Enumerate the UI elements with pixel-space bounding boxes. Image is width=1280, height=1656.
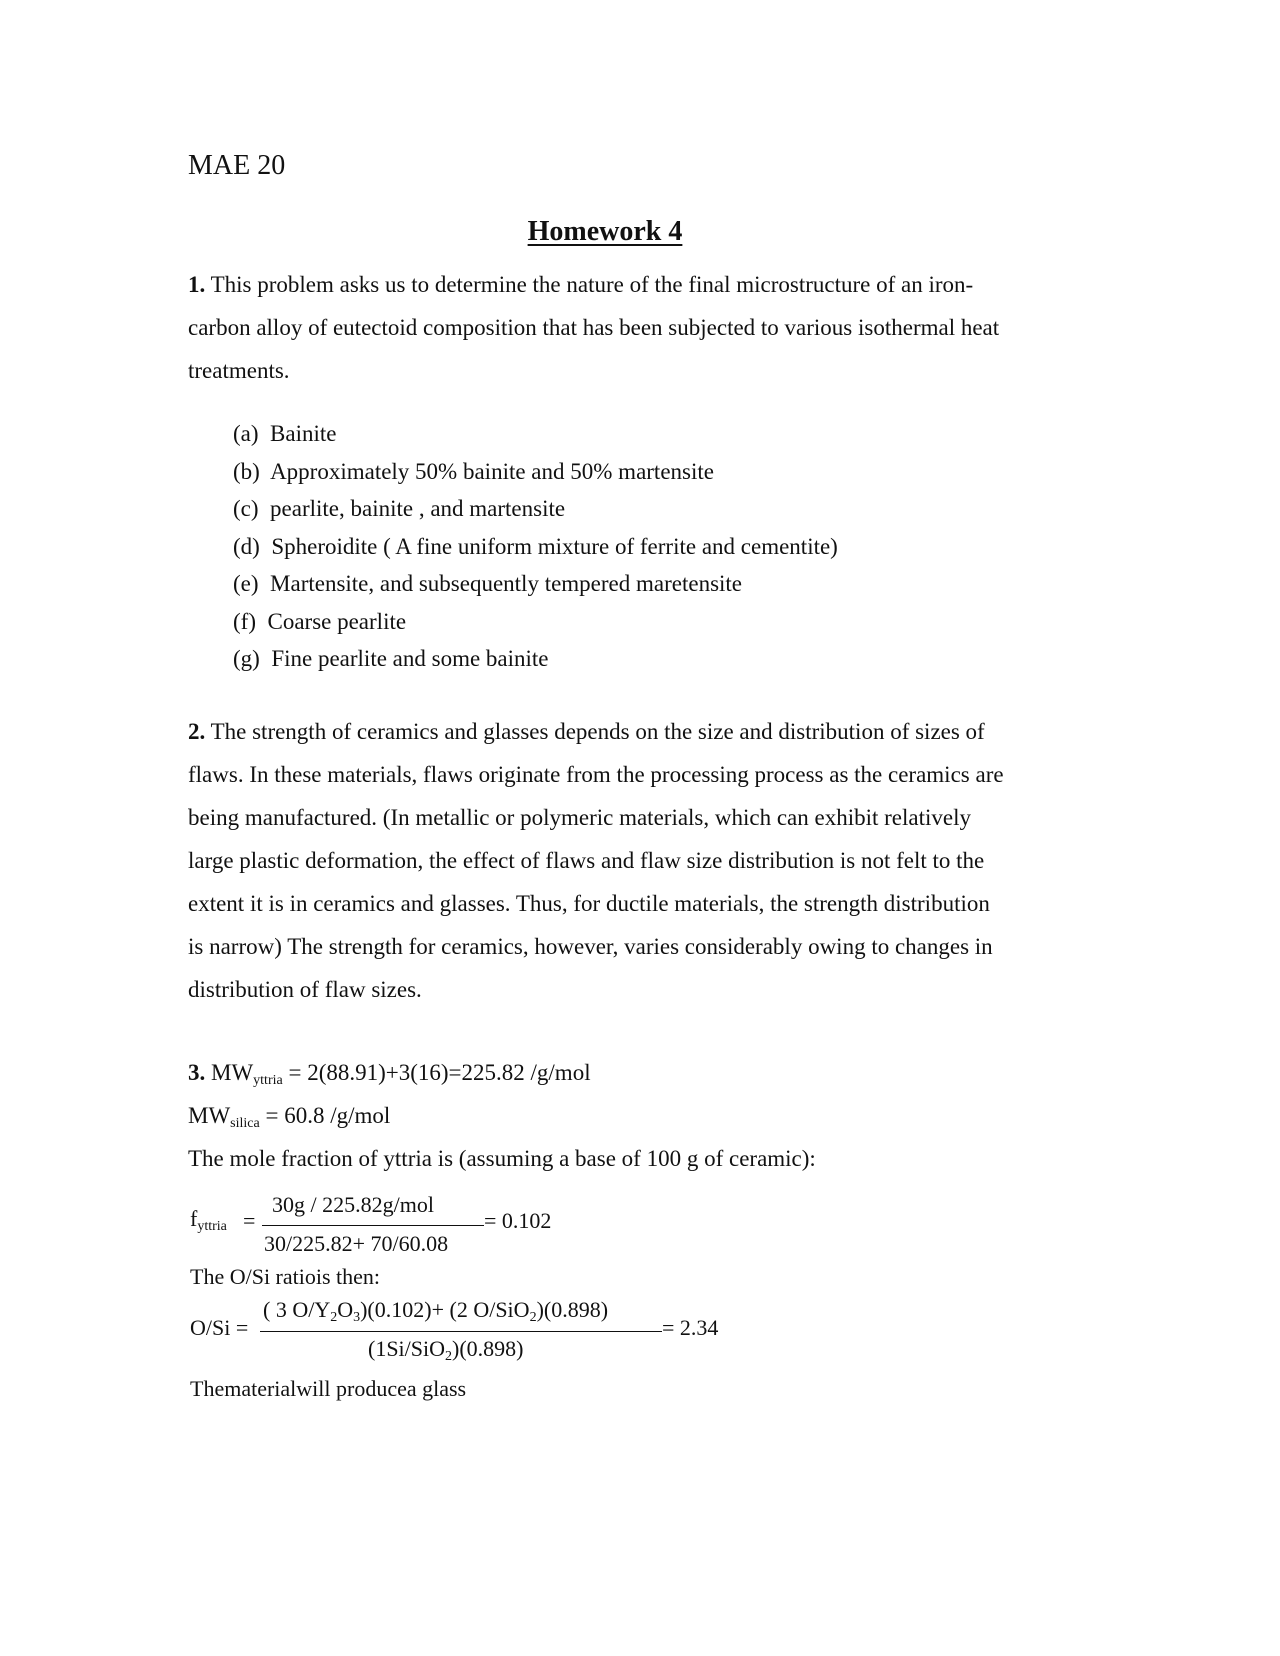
problem-1-answer-list: [233, 415, 838, 678]
list-item: [233, 603, 838, 641]
page-title: Homework 4: [527, 216, 683, 247]
mw-yttria-subscript: yttria: [253, 1073, 283, 1088]
list-item: [233, 640, 838, 678]
f-fraction-bar: [262, 1225, 484, 1226]
item-text: Bainite: [270, 421, 337, 446]
problem-2-text: [188, 710, 1088, 1011]
osi-fraction-bar: [260, 1331, 662, 1332]
problem-2-line-2: flaws. In these materials, flaws originate from the processing process as the ceramics are: [188, 762, 1004, 787]
osi-den-part-a: (1Si/SiO: [368, 1336, 446, 1361]
item-label: (e): [233, 571, 259, 596]
osi-num-part-c: )(0.102)+ (2 O/SiO: [360, 1297, 530, 1322]
osi-num-part-b: O: [337, 1297, 354, 1322]
mw-silica-subscript: silica: [230, 1116, 260, 1131]
f-numerator: 30g / 225.82g/mol: [272, 1192, 434, 1217]
problem-2-number: 2.: [188, 719, 206, 744]
problem-1-line-2: carbon alloy of eutectoid composition that has been subjected to various isothermal heat: [188, 315, 1000, 340]
list-item: [233, 528, 838, 566]
list-item: [233, 565, 838, 603]
problem-2-line-3: being manufactured. (In metallic or polymeric materials, which can exhibit relatively: [188, 805, 971, 830]
item-label: (g): [233, 646, 260, 671]
problem-1-text: [188, 263, 1088, 392]
osi-lhs: O/Si =: [190, 1315, 249, 1340]
problem-3-number: 3.: [188, 1060, 206, 1085]
osi-num-part-a: ( 3 O/Y: [263, 1297, 331, 1322]
problem-2-line-5: extent it is in ceramics and glasses. Thus, for ductile materials, the strength distribution: [188, 891, 990, 916]
osi-den-part-b: )(0.898): [452, 1336, 524, 1361]
mole-fraction-text: The mole fraction of yttria is (assuming a base of 100 g of ceramic):: [188, 1146, 816, 1171]
osi-denominator: [368, 1336, 524, 1365]
osi-numerator: [263, 1297, 608, 1326]
item-label: (b): [233, 458, 260, 484]
osi-intro: The O/Si ratiois then:: [190, 1264, 381, 1289]
f-yttria-lhs: [190, 1206, 227, 1235]
osi-num-sub-1: 2: [330, 1310, 338, 1325]
f-symbol: f: [190, 1206, 198, 1231]
item-text: Martensite, and subsequently tempered maretensite: [270, 571, 743, 596]
problem-2-line-1: The strength of ceramics and glasses depends on the size and distribution of sizes of: [210, 719, 985, 744]
item-label: (a): [233, 421, 259, 446]
list-item: [233, 453, 838, 491]
item-text: Spheroidite ( A fine uniform mixture of ferrite and cementite): [271, 533, 838, 559]
list-item: [233, 415, 838, 453]
mw-yttria-value: = 2(88.91)+3(16)=225.82 /g/mol: [282, 1060, 591, 1085]
list-item: [233, 490, 838, 528]
item-text: Fine pearlite and some bainite: [271, 646, 549, 671]
mw-silica-line: [188, 1103, 390, 1132]
problem-1-line-1: This problem asks us to determine the nature of the final microstructure of an iron-: [210, 272, 974, 297]
f-subscript: yttria: [197, 1219, 227, 1234]
problem-1-number: 1.: [188, 272, 206, 297]
problem-2-line-6: is narrow) The strength for ceramics, however, varies considerably owing to changes in: [188, 934, 993, 959]
course-code: MAE 20: [188, 150, 286, 181]
mw-label: MW: [188, 1103, 231, 1128]
problem-1-line-3: treatments.: [188, 358, 290, 383]
item-text: Coarse pearlite: [267, 608, 407, 634]
item-label: (c): [233, 496, 259, 521]
f-result: = 0.102: [484, 1208, 552, 1233]
osi-den-sub: 2: [445, 1349, 453, 1364]
item-text: Approximately 50% bainite and 50% martensite: [270, 458, 714, 484]
mw-label: MW: [211, 1060, 254, 1085]
osi-num-part-d: )(0.898): [536, 1297, 609, 1322]
osi-result: = 2.34: [662, 1315, 719, 1340]
item-label: (f): [233, 608, 256, 634]
osi-num-sub-3: 2: [529, 1310, 537, 1325]
osi-num-sub-2: 3: [353, 1310, 361, 1325]
f-denominator: 30/225.82+ 70/60.08: [264, 1231, 449, 1256]
item-text: pearlite, bainite , and martensite: [270, 496, 566, 521]
mw-yttria-line: [188, 1060, 591, 1089]
mw-silica-value: = 60.8 /g/mol: [259, 1103, 391, 1128]
item-label: (d): [233, 533, 260, 559]
problem-2-line-7: distribution of flaw sizes.: [188, 977, 422, 1002]
f-equals: =: [243, 1208, 256, 1233]
conclusion-text: Thematerialwill producea glass: [190, 1376, 467, 1401]
problem-2-line-4: large plastic deformation, the effect of flaws and flaw size distribution is not felt to the: [188, 848, 985, 873]
